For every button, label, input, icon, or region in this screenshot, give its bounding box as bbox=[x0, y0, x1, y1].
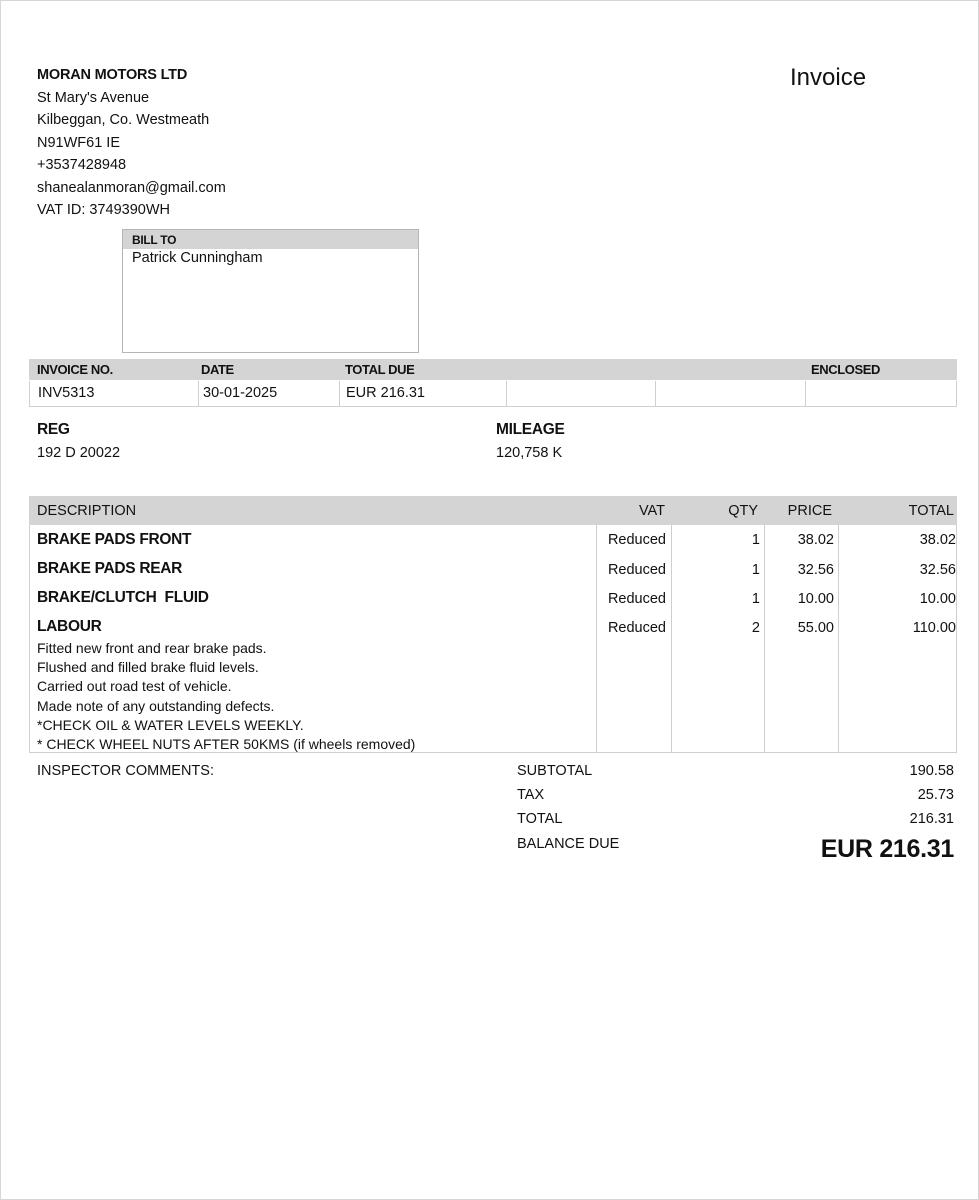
item-vat: Reduced bbox=[607, 591, 666, 607]
note-line: Carried out road test of vehicle. bbox=[37, 678, 232, 695]
item-description: BRAKE PADS FRONT bbox=[37, 531, 192, 548]
total-due-value: EUR 216.31 bbox=[346, 385, 425, 401]
qty-header: QTY bbox=[728, 503, 758, 519]
item-description: BRAKE PADS REAR bbox=[37, 560, 183, 577]
item-total: 110.00 bbox=[912, 620, 956, 636]
total-header: TOTAL bbox=[908, 503, 954, 519]
item-vat: Reduced bbox=[607, 562, 666, 578]
column-divider bbox=[339, 381, 340, 406]
item-price: 32.56 bbox=[797, 562, 834, 578]
note-line: *CHECK OIL & WATER LEVELS WEEKLY. bbox=[37, 716, 304, 733]
item-vat: Reduced bbox=[607, 532, 666, 548]
invoice-no-label: INVOICE NO. bbox=[37, 362, 113, 377]
tax-label: TAX bbox=[517, 787, 545, 803]
item-total: 38.02 bbox=[919, 532, 956, 548]
price-header: PRICE bbox=[787, 503, 832, 519]
labour-notes bbox=[37, 639, 415, 754]
item-price: 55.00 bbox=[797, 620, 834, 636]
item-total: 32.56 bbox=[919, 562, 956, 578]
reg-label: REG bbox=[37, 421, 70, 438]
note-line: Flushed and filled brake fluid levels. bbox=[37, 659, 259, 676]
column-divider bbox=[838, 525, 839, 752]
enclosed-label: ENCLOSED bbox=[811, 362, 881, 377]
item-description: LABOUR bbox=[37, 618, 102, 635]
bill-to-box bbox=[122, 229, 419, 353]
company-vat-id: VAT ID: 3749390WH bbox=[37, 202, 170, 218]
invoice-meta-header bbox=[29, 359, 957, 380]
company-address-line1: St Mary's Avenue bbox=[37, 89, 150, 106]
company-address-line2: Kilbeggan, Co. Westmeath bbox=[37, 112, 210, 128]
note-line: Fitted new front and rear brake pads. bbox=[37, 640, 267, 656]
item-price: 38.02 bbox=[797, 532, 834, 548]
invoice-no-value: INV5313 bbox=[38, 385, 95, 401]
company-postcode: N91WF61 IE bbox=[37, 134, 120, 151]
mileage-value: 120,758 K bbox=[496, 445, 563, 461]
note-line: Made note of any outstanding defects. bbox=[37, 697, 275, 714]
column-divider bbox=[596, 525, 597, 752]
bill-to-label: BILL TO bbox=[123, 230, 418, 249]
item-qty: 2 bbox=[751, 620, 760, 636]
company-name: MORAN MOTORS LTD bbox=[37, 67, 188, 83]
inspector-comments-label: INSPECTOR COMMENTS: bbox=[37, 763, 214, 779]
total-due-label: TOTAL DUE bbox=[345, 362, 415, 377]
bill-to-name: Patrick Cunningham bbox=[132, 250, 263, 266]
tax-value: 25.73 bbox=[917, 787, 954, 803]
company-block bbox=[37, 64, 226, 222]
date-label: DATE bbox=[201, 362, 234, 377]
column-divider bbox=[671, 525, 672, 752]
date-value: 30-01-2025 bbox=[203, 385, 278, 401]
mileage-label: MILEAGE bbox=[496, 421, 565, 438]
balance-due-label: BALANCE DUE bbox=[517, 836, 620, 852]
column-divider bbox=[764, 525, 765, 752]
reg-value: 192 D 20022 bbox=[37, 445, 121, 461]
item-qty: 1 bbox=[751, 591, 760, 607]
subtotal-value: 190.58 bbox=[909, 763, 954, 779]
company-email: shanealanmoran@gmail.com bbox=[37, 179, 226, 196]
column-divider bbox=[198, 381, 199, 406]
description-header: DESCRIPTION bbox=[37, 503, 137, 519]
total-value: 216.31 bbox=[909, 811, 954, 827]
item-qty: 1 bbox=[751, 532, 760, 548]
vat-header: VAT bbox=[638, 503, 665, 519]
balance-due-value: EUR 216.31 bbox=[820, 835, 954, 863]
company-phone: +3537428948 bbox=[37, 157, 127, 173]
items-table bbox=[29, 525, 957, 753]
subtotal-label: SUBTOTAL bbox=[517, 763, 593, 779]
invoice-meta-row bbox=[29, 381, 957, 407]
items-table-header bbox=[29, 496, 957, 525]
item-vat: Reduced bbox=[607, 620, 666, 636]
item-price: 10.00 bbox=[797, 591, 834, 607]
column-divider bbox=[805, 381, 806, 406]
item-qty: 1 bbox=[751, 562, 760, 578]
item-total: 10.00 bbox=[919, 591, 956, 607]
item-description: BRAKE/CLUTCH FLUID bbox=[37, 589, 209, 606]
total-label: TOTAL bbox=[517, 811, 563, 827]
document-title: Invoice bbox=[790, 64, 867, 91]
column-divider bbox=[506, 381, 507, 406]
column-divider bbox=[655, 381, 656, 406]
note-line: * CHECK WHEEL NUTS AFTER 50KMS (if wheels removed) bbox=[37, 736, 416, 753]
